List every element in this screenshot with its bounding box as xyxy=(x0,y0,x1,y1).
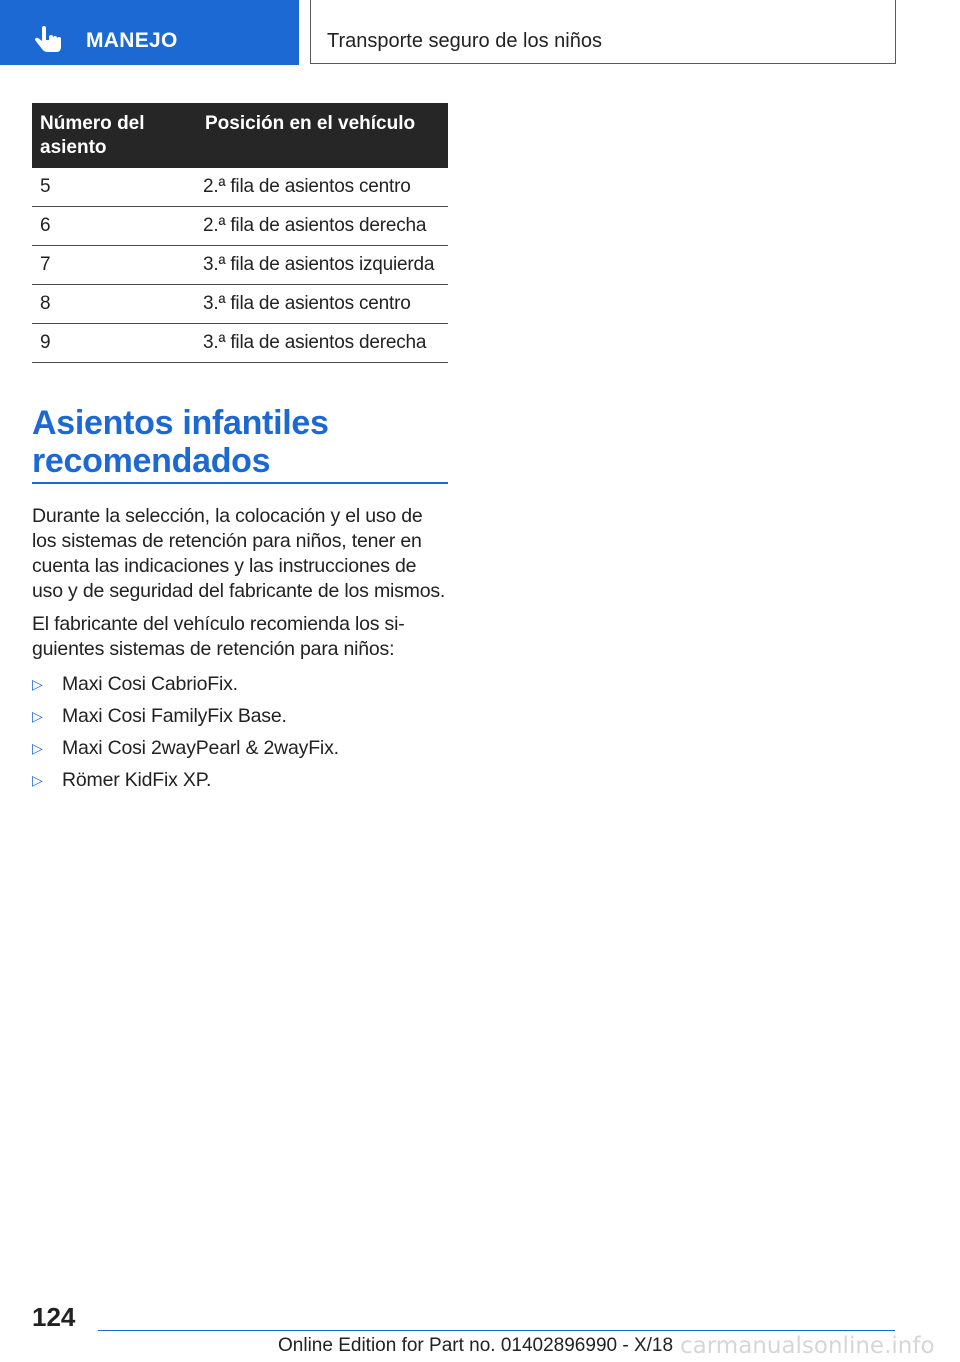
table-row xyxy=(32,246,448,285)
list-item-text: Maxi Cosi CabrioFix. xyxy=(62,672,238,695)
table-row xyxy=(32,324,448,363)
triangle-right-outline-icon: ▷ xyxy=(32,675,43,692)
recommendation-paragraph: El fabricante del vehículo recomienda los si‐ guientes sistemas de retención para niños: xyxy=(32,613,405,660)
seat-number: 8 xyxy=(32,285,197,324)
table-row xyxy=(32,285,448,324)
seat-number: 7 xyxy=(32,246,197,285)
column-header-position: Posición en el vehículo xyxy=(197,103,448,168)
seat-number: 6 xyxy=(32,207,197,246)
seat-position: 3.ª fila de asientos derecha xyxy=(197,324,448,363)
table-row xyxy=(32,207,448,246)
chapter-title: Transporte seguro de los niños xyxy=(327,30,602,52)
intro-paragraph: Durante la selección, la colocación y el uso de los sistemas de retención para niños, tener en cuenta las indicaciones y las instrucciones de uso y de seguridad del fabricante de los mismos. xyxy=(32,505,446,602)
seat-position: 3.ª fila de asientos izquierda xyxy=(197,246,448,285)
seat-number: 9 xyxy=(32,324,197,363)
seat-position-table xyxy=(32,103,448,363)
triangle-right-outline-icon: ▷ xyxy=(32,739,43,756)
list-item xyxy=(32,732,452,764)
list-item xyxy=(32,668,452,700)
page-number: 124 xyxy=(32,1302,76,1332)
section-title: Asientos infantiles recomendados xyxy=(32,404,329,480)
seat-position: 3.ª fila de asientos centro xyxy=(197,285,448,324)
section-divider xyxy=(32,482,448,484)
seat-position: 2.ª fila de asientos derecha xyxy=(197,207,448,246)
list-item-text: Maxi Cosi FamilyFix Base. xyxy=(62,704,287,727)
list-item xyxy=(32,700,452,732)
section-label: MANEJO xyxy=(86,29,178,52)
triangle-right-outline-icon: ▷ xyxy=(32,707,43,724)
list-item xyxy=(32,764,452,796)
seat-position: 2.ª fila de asientos centro xyxy=(197,168,448,207)
list-item-text: Maxi Cosi 2wayPearl & 2wayFix. xyxy=(62,736,339,759)
table-header-row xyxy=(32,103,448,168)
column-header-seat: Número del asiento xyxy=(32,103,197,168)
list-item-text: Römer KidFix XP. xyxy=(62,768,212,791)
chapter-header xyxy=(310,0,896,64)
watermark: carmanualsonline.info xyxy=(680,1333,935,1359)
footer-divider xyxy=(98,1330,895,1331)
section-tab xyxy=(0,0,299,65)
seat-number: 5 xyxy=(32,168,197,207)
triangle-right-outline-icon: ▷ xyxy=(32,771,43,788)
table-row xyxy=(32,168,448,207)
recommended-seats-list xyxy=(32,668,452,796)
edition-text: Online Edition for Part no. 01402896990 - X/18 xyxy=(278,1335,674,1356)
steering-hand-icon xyxy=(32,24,66,54)
